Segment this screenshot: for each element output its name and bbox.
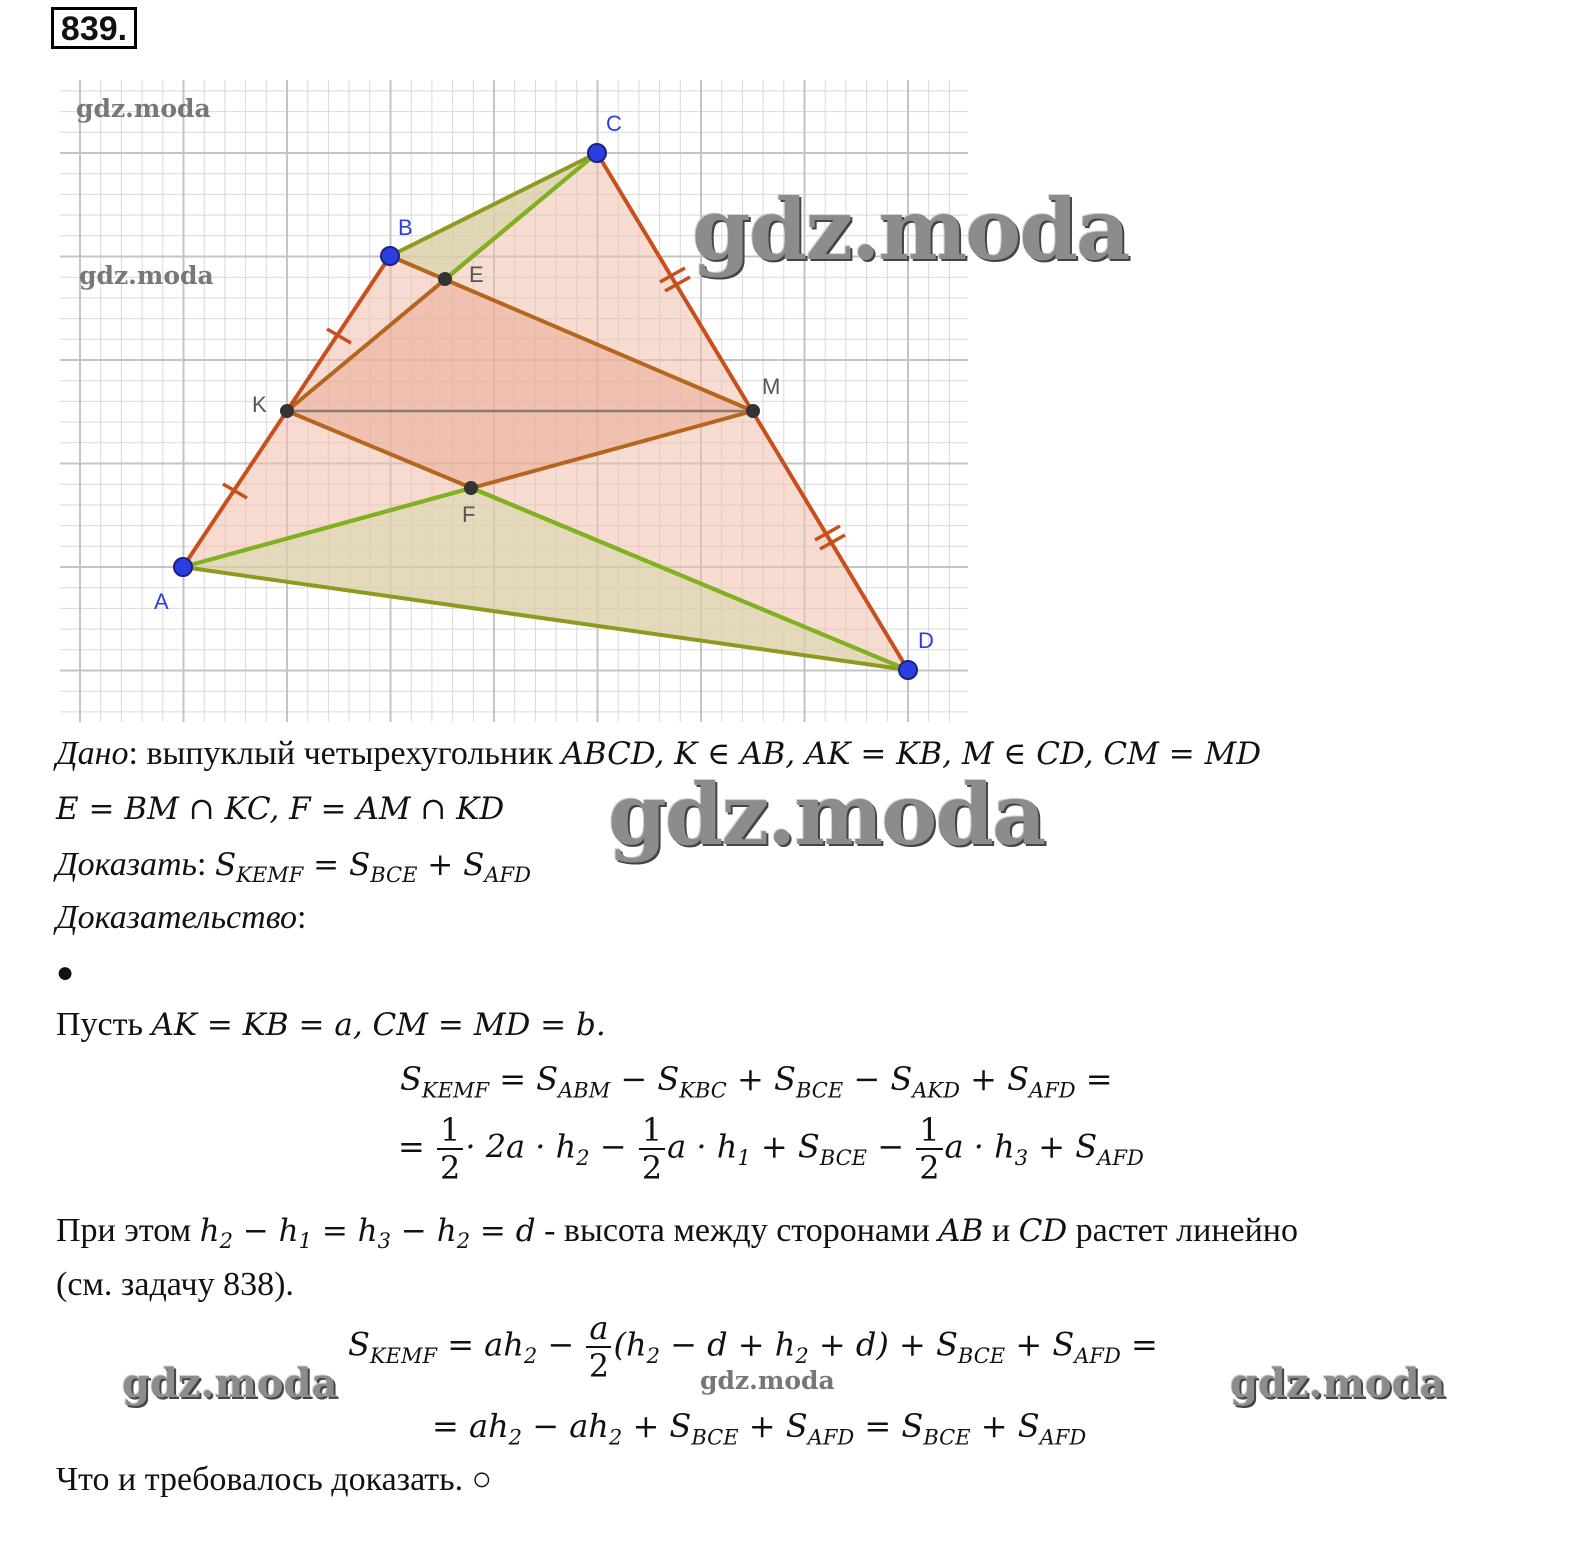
side-cd: CD [1018,1213,1068,1249]
watermark-large-1: gdz.moda [692,180,1129,279]
equation-1a: $S_{KEMF} = S_{ABM} - S_{KBC} + S_{BCE} - S_{AKD} + S_{AFD}$ = [400,1060,1113,1103]
grows-word: растет линейно [1067,1212,1298,1249]
watermark-small-3: gdz.moda [700,1366,835,1395]
reference-line: (см. задачу 838). [56,1266,294,1303]
point-d [899,661,917,679]
at-that-math: $h_2 - h_1 = h_3 - h_2 = d$ [199,1213,536,1254]
point-f [464,481,478,495]
given-line-2 [56,789,504,829]
watermark-small-1: gdz.moda [76,94,211,123]
and-word: и [983,1212,1019,1249]
equation-2a: $S_{KEMF} = ah_2$ − $\frac{a}{2}$ $(h_2 - d + h_2 + d) + S_{BCE} + S_{AFD}$ = [348,1309,1158,1385]
point-c [588,144,606,162]
watermark-mid-1: gdz.moda [122,1360,338,1407]
label-k: K [252,392,267,417]
bullet: ● [56,956,75,989]
point-k [280,404,294,418]
watermark-mid-2: gdz.moda [1230,1360,1446,1407]
prove-line [56,845,531,895]
proof-label: Доказательство [56,899,298,936]
given-line-1 [56,734,1261,774]
label-d: D [918,628,934,653]
label-c: C [606,111,622,136]
watermark-large-2: gdz.moda [608,765,1045,864]
side-ab: AB [938,1213,984,1249]
watermark-small-2: gdz.moda [79,261,214,290]
point-m [746,404,760,418]
given-text: : выпуклый четырехугольник [128,735,562,772]
given-math-1: ABCD, K ∈ AB, AK = KB, M ∈ CD, CM = MD [561,736,1262,772]
proof-heading [56,898,306,938]
at-that-word: При этом [56,1212,200,1249]
proof-colon: : [297,899,307,936]
at-that-rest: - высота между сторонами [535,1212,939,1249]
at-that-line [56,1211,1298,1261]
point-e [438,272,452,286]
let-word: Пусть [56,1006,152,1043]
equation-2b: = $ah_2 - ah_2 + S_{BCE} + S_{AFD} = S_{BCE} + S_{AFD}$ [432,1407,1087,1450]
given-math-2: E = BM ∩ KC, F = AM ∩ KD [56,791,505,827]
let-line [56,1005,606,1045]
label-e: E [469,262,484,287]
label-a: A [154,589,169,614]
point-a [174,558,192,576]
prove-colon: : [196,846,207,883]
equation-1b: = $\frac{1}{2}$ · $2a \cdot h_2$ − $\frac{1}{2}$ $a \cdot h_1 + S_{BCE}$ − $\frac{1}{2}$ $a \cdot h_3 + S_{AFD}$ [398,1111,1144,1187]
conclusion: Что и требовалось доказать. ○ [56,1461,493,1498]
point-b [381,247,399,265]
prove-label: Доказать [56,846,197,883]
given-label: Дано [56,735,129,772]
label-b: B [398,215,413,240]
prove-math: $S_{KEMF} = S_{BCE} + S_{AFD}$ [214,847,531,888]
label-f: F [462,502,476,527]
let-math: AK = KB = a, CM = MD = b. [151,1007,606,1043]
label-m: M [762,374,781,399]
problem-number: 839. [51,7,137,49]
